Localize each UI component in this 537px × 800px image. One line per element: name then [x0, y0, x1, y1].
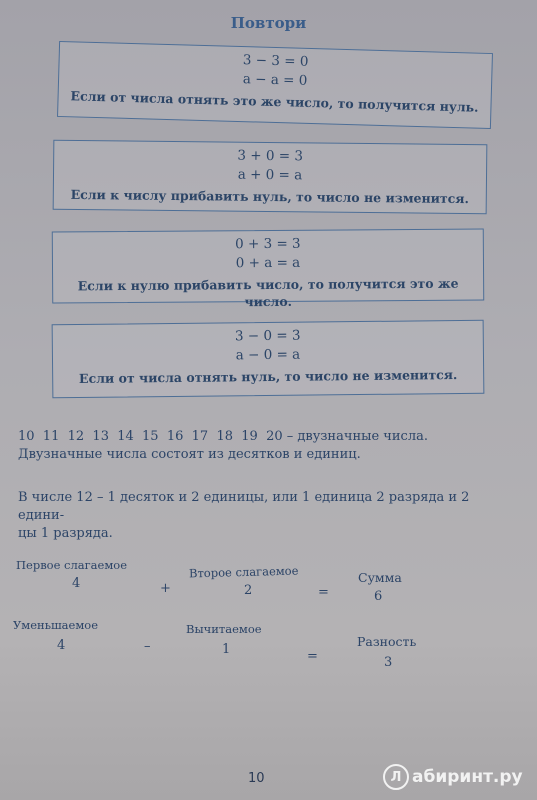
rule-2-text: Если к числу прибавить нуль, то число не изменится. [70, 186, 470, 207]
subtrahend-label: Вычитаемое [186, 622, 262, 636]
rule-1-equation-1: 3 − 3 = 0 [242, 52, 309, 70]
two-digit-line-2: Двузначные числа состоят из десятков и единиц. [18, 447, 361, 462]
rule-3-equation-1: 0 + 3 = 3 [235, 235, 301, 253]
example-line-1: В числе 12 – 1 десяток и 2 единицы, или 1 единица 2 разряда и 2 едини- [18, 490, 470, 523]
minuend-value: 4 [57, 638, 66, 653]
rule-3-text: Если к нулю прибавить число, то получится это же число. [77, 275, 459, 310]
addend-1-label: Первое слагаемое [16, 558, 128, 572]
rule-4-text: Если от числа отнять нуль, то число не изменится. [78, 367, 458, 386]
two-digit-paragraph [18, 428, 508, 464]
rule-2-equation-1: 3 + 0 = 3 [237, 147, 304, 165]
addend-1-value: 4 [72, 576, 81, 591]
equals-sign-addition: = [318, 585, 329, 600]
sum-label: Сумма [358, 570, 402, 585]
rule-3-equation-2: 0 + а = а [235, 254, 301, 272]
watermark-logo [383, 764, 523, 790]
difference-value: 3 [384, 655, 393, 670]
addend-2-label: Второе слагаемое [188, 563, 299, 581]
subtrahend-value: 1 [222, 642, 231, 657]
labirint-logo-icon: Л [383, 764, 409, 790]
page-heading: Повтори [230, 14, 307, 32]
rule-1-equation-2: а − а = 0 [242, 71, 308, 89]
rule-box-3 [52, 228, 484, 310]
example-line-2: цы 1 разряда. [18, 526, 113, 541]
minuend-label: Уменьшаемое [13, 618, 99, 632]
addend-2-value: 2 [244, 583, 253, 598]
sum-value: 6 [374, 589, 383, 604]
watermark-text: абиринт.ру [412, 767, 523, 787]
rule-4-equation-1: 3 − 0 = 3 [234, 327, 301, 345]
difference-label: Разность [357, 634, 417, 649]
equals-sign-subtraction: = [307, 649, 318, 664]
two-digit-line-1: 10 11 12 13 14 15 16 17 18 19 20 – двузначные числа. [18, 429, 428, 444]
rule-1-text: Если от числа отнять это же число, то получится нуль. [70, 88, 479, 115]
plus-sign: + [160, 581, 171, 596]
rule-4-equation-2: а − 0 = а [235, 346, 301, 364]
rule-box-4 [52, 320, 485, 399]
rule-box-1 [57, 41, 493, 129]
page-number: 10 [248, 771, 265, 786]
minus-sign: – [144, 639, 151, 654]
rule-2-equation-2: а + 0 = а [237, 166, 303, 184]
example-paragraph [18, 489, 508, 543]
rule-box-2 [53, 140, 488, 215]
